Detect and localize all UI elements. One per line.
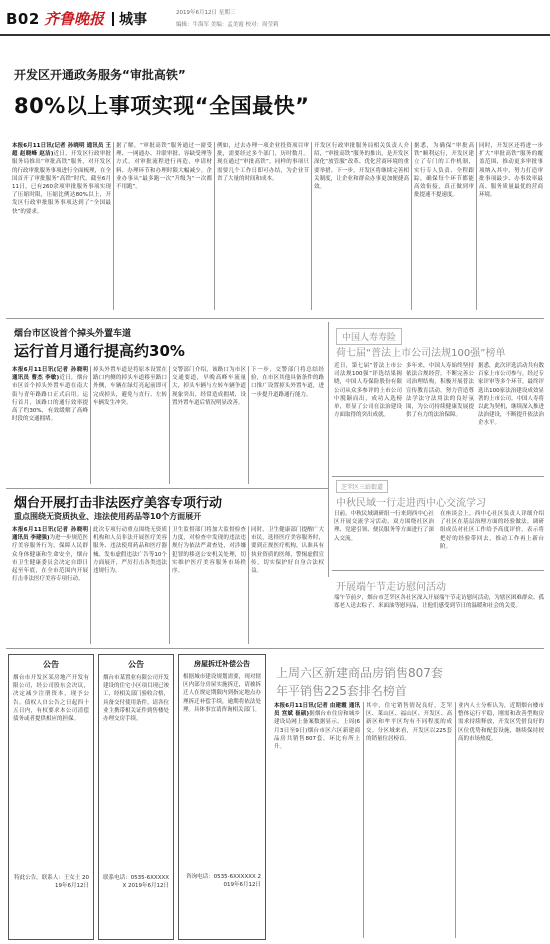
story1-lead: 近日，开发区行政审批服务局推出“审批高铁”服务，对开发区的行政审批服务事项进行全面梳理，在全国首开了审批服务“高铁”时代。截至6月11日，已有260余项审批服务事项实现了压缩时限，压缩比例达80%以上，开发区行政审批服务事项达到了“全国最快”的要求。: [12, 151, 111, 215]
divider: [214, 142, 215, 310]
story6-col1: [12, 526, 88, 644]
story7-col3: 业内人士分析认为，近期烟台楼市整体运行平稳，刚需和改善型购房需求持续释放，开发区凭借良好的区位优势和配套设施，继续保持较高的市场热度。: [458, 703, 544, 742]
divider: [169, 366, 170, 484]
ad-box-1: [8, 654, 94, 940]
story3-headline: 荷七届“普法上市公司法规100强”榜单: [336, 348, 506, 359]
section-divider: [112, 12, 114, 26]
ad-body: 根据城市建设规划需要，现对辖区内部分房屋实施拆迁，请被拆迁人在规定期限内到指定地点办理拆迁补偿手续，逾期将依法处理。具体事宜请咨询相关部门。: [183, 674, 261, 713]
ad-body: 烟台市某置业有限公司开发建设的住宅小区项目现已竣工，经相关部门验收合格，具备交付使用条件。请各位业主携带相关证件到售楼处办理交房手续。: [103, 675, 169, 723]
story1-kicker: 开发区开通政务服务“审批高铁”: [14, 68, 186, 82]
brand-logo: 齐鲁晚报: [44, 10, 105, 28]
story4-text2: 在座谈会上，西中心社区负责人详细介绍了社区在基层治理方面的经验做法。调研组成员对社区工作给予高度评价，表示将把好的经验带回去，推动工作再上新台阶。: [440, 511, 544, 550]
page-header: [0, 0, 550, 36]
story1-col6: 同时，开发区还将进一步扩大“审批高铁”服务的覆盖范围，推动更多审批事项纳入其中，努力打造审批事项最少、办事效率最高、服务质量最优的营商环境。: [479, 143, 543, 199]
story6-subhead: 重点围绕无资质执业、违法使用药品等10个方面展开: [14, 512, 202, 521]
section-rule: [332, 570, 544, 571]
story4-badge: 芝罘区三站街道: [336, 480, 388, 493]
story3-col3: 据悉，此次评选活动共有数百家上市公司参与，经过专家评审等多个环节，最终评选出100家法治建设成效显著的上市公司。中国人寿将以此为契机，继续深入推进法治建设，不断提升依法治企水平。: [478, 363, 544, 427]
divider: [248, 366, 249, 484]
story2-col3: 交警部门介绍，该路口为市区交通要道，早晚高峰车流量大，掉头车辆与左转车辆争道现象突出，经常造成拥堵，设置外置车道后情况明显改善。: [172, 367, 246, 406]
story7-col2: 其中，住宅销售情况良好，芝罘区、莱山区、福山区、开发区、高新区和牟平区均有不同程度的成交。分区域来看，开发区以225套的销量位居榜首。: [366, 703, 452, 742]
story6-col4: 同时，卫生健康部门提醒广大市民，选择医疗美容服务时，要到正规医疗机构，认准具有执业资质的医师，警惕虚假宣传，切实保护好自身合法权益。: [251, 527, 324, 575]
divider: [411, 142, 412, 310]
story2-lead-bold: 本报6月11日讯(记者 孙晓明 通讯员 曹杰 李敏): [12, 367, 88, 382]
section-rule: [6, 488, 328, 489]
ad-footer: 特此公告。联系人：王女士 2019年6月12日: [14, 875, 89, 890]
story4-headline: 中秋民域一行走进西中心交流学习: [336, 498, 486, 509]
story1-col2: 据了解，“审批高铁”服务通过一窗受理、一网通办、并联审批、容缺受理等方式，对审批流程进行再造，申请材料、办理环节和办理时限大幅减少。企业办事从“最多跑一次”升级为“一次都不用跑”。: [116, 143, 212, 191]
story1-col4: 开发区行政审批服务局相关负责人介绍，“审批高铁”服务的推出，是开发区深化“放管服”改革、优化营商环境的重要举措。下一步，开发区将继续完善相关制度，让企业和群众办事更加便捷高效。: [314, 143, 409, 191]
section-rule: [6, 318, 544, 319]
story7-col1: [274, 702, 360, 938]
story7-lead-bold: 本报6月11日讯(记者 由建霞 通讯员 宫斌 崔硕): [274, 703, 360, 718]
divider: [90, 526, 91, 644]
story1-col5: 据悉，为确保“审批高铁”顺利运行，开发区建立了专门的工作机制，实行专人负责、全程跟踪，确保每个环节都能高效衔接，真正做到审批提速不提速度。: [414, 143, 474, 199]
section-rule: [6, 648, 544, 649]
story6-lead-bold: 本报6月11日讯(记者 孙晓明 通讯员 李建强): [12, 527, 88, 542]
divider: [311, 142, 312, 310]
section-title: 城事: [119, 12, 147, 28]
ad-body: 烟台市开发区某房地产开发有限公司，经公司股东会决议，决定减少注册资本，现予公告。债权人自公告之日起四十五日内，有权要求本公司清偿债务或者提供相应的担保。: [13, 675, 89, 723]
story1-lead-bold: 本报6月11日讯(记者 孙晓明 通讯员 王超 赵晓峰 赵洁): [12, 143, 111, 158]
divider: [169, 526, 170, 644]
story5-text: 端午节前夕，烟台市芝罘区各社区深入开展端午节走访慰问活动，为辖区困难群众、孤寡老人送去粽子、米面油等慰问品，让他们感受到节日的温暖和社会的关爱。: [334, 595, 544, 610]
ad-box-2: [98, 654, 174, 940]
story5-headline: 开展端午节走访慰问活动: [336, 582, 446, 593]
story1-col3: 例如，过去办理一项企业投资项目审批，需要经过多个部门，历时数月。现在通过“审批高铁”，同样的事项只需要几个工作日即可办结，为企业节省了大量的时间和成本。: [217, 143, 309, 182]
story2-col2: 掉头外置车道是将原本设置在路口内侧的掉头车道移至路口外侧，车辆在绿灯亮起前即可完成掉头，避免与直行、左转车辆发生冲突。: [93, 367, 167, 406]
story6-col2: 此次专项行动重点围绕无资质机构和人员非法开展医疗美容服务、违法使用药品和医疗器械、发布虚假违法广告等10个方面展开，严厉打击各类违法违规行为。: [93, 527, 167, 575]
story2-headline: 运行首月通行提高约30%: [14, 342, 185, 360]
divider: [476, 142, 477, 310]
story3-col2: 多年来，中国人寿始终坚持依法合规经营，不断完善公司治理结构，积极开展普法宣传教育活动，努力营造尊法学法守法用法的良好氛围，为公司持续健康发展提供了有力的法治保障。: [406, 363, 474, 419]
story3-col1: 近日，第七届“普法上市公司法规100强”评选结果揭晓，中国人寿保险股份有限公司从众多参评的上市公司中脱颖而出，成功入选榜单，彰显了公司在法治建设方面取得的突出成就。: [334, 363, 402, 419]
story6-lead: 为进一步规范医疗美容服务行为，保障人民群众身体健康和生命安全，烟台市卫生健康委员会决定自即日起至年底，在全市范围内开展打击非法医疗美容专项行动。: [12, 535, 88, 583]
story1-col1: [12, 142, 111, 310]
story7-lead: 据烟台市住房和城乡建设局网上备案数据显示，上周(6月3日至9日)烟台市区六区新建商品房共销售807套，环比有所上升。: [274, 711, 360, 751]
divider: [248, 526, 249, 644]
header-rule: [0, 34, 550, 36]
ad-title: 公告: [128, 660, 144, 669]
story2-lead: 近日，烟台市区首个掉头外置车道在南大街与青年路路口正式启用。运行首月，该路口的通行效率提高了约30%，有效缓解了高峰时段的交通拥堵。: [12, 375, 88, 423]
ad-footer: 咨询电话：0535-6XXXXXX 2019年6月12日: [186, 874, 261, 889]
story2-col1: [12, 366, 88, 484]
ad-title: 房屋拆迁补偿公告: [194, 660, 250, 668]
divider: [363, 702, 364, 938]
story6-col3: 卫生监督部门将加大监督检查力度，对检查中发现的违法违规行为依法严肃查处，对涉嫌犯罪的移送公安机关处理，切实维护医疗美容服务市场秩序。: [172, 527, 246, 575]
story4-text1: 日前，中秋民域调研组一行来到西中心社区开展交流学习活动，双方围绕社区治理、党建引领、便民服务等方面进行了深入交流。: [334, 511, 434, 542]
story7-headline: 上周六区新建商品房销售807套: [276, 666, 443, 680]
section-rule: [332, 476, 544, 477]
ad-box-3: [178, 654, 266, 940]
divider: [113, 142, 114, 310]
divider: [90, 366, 91, 484]
story1-headline: 80%以上事项实现“全国最快”: [14, 94, 310, 118]
story2-col4: 下一步，交警部门将总结经验，在市区其他具备条件的路口推广设置掉头外置车道，进一步提升道路通行能力。: [251, 367, 324, 398]
story6-headline: 烟台开展打击非法医疗美容专项行动: [14, 496, 223, 511]
date-line: 2019年6月12日 星期三: [176, 10, 236, 16]
staff-line: 编辑：牛海军 美编：孟美霞 校对：周莹莉: [176, 22, 279, 28]
story7-subhead: 年平销售225套排名榜首: [276, 684, 407, 698]
page-code: B02: [6, 10, 40, 28]
divider: [455, 702, 456, 938]
ad-title: 公告: [43, 660, 59, 669]
ad-footer: 联系电话：0535-6XXXXXX 2019年6月12日: [103, 875, 169, 890]
column-divider-right: [328, 322, 329, 577]
story3-kicker-box: 中国人寿寿险: [336, 328, 402, 345]
story2-kicker: 烟台市区设首个掉头外置车道: [14, 329, 132, 339]
